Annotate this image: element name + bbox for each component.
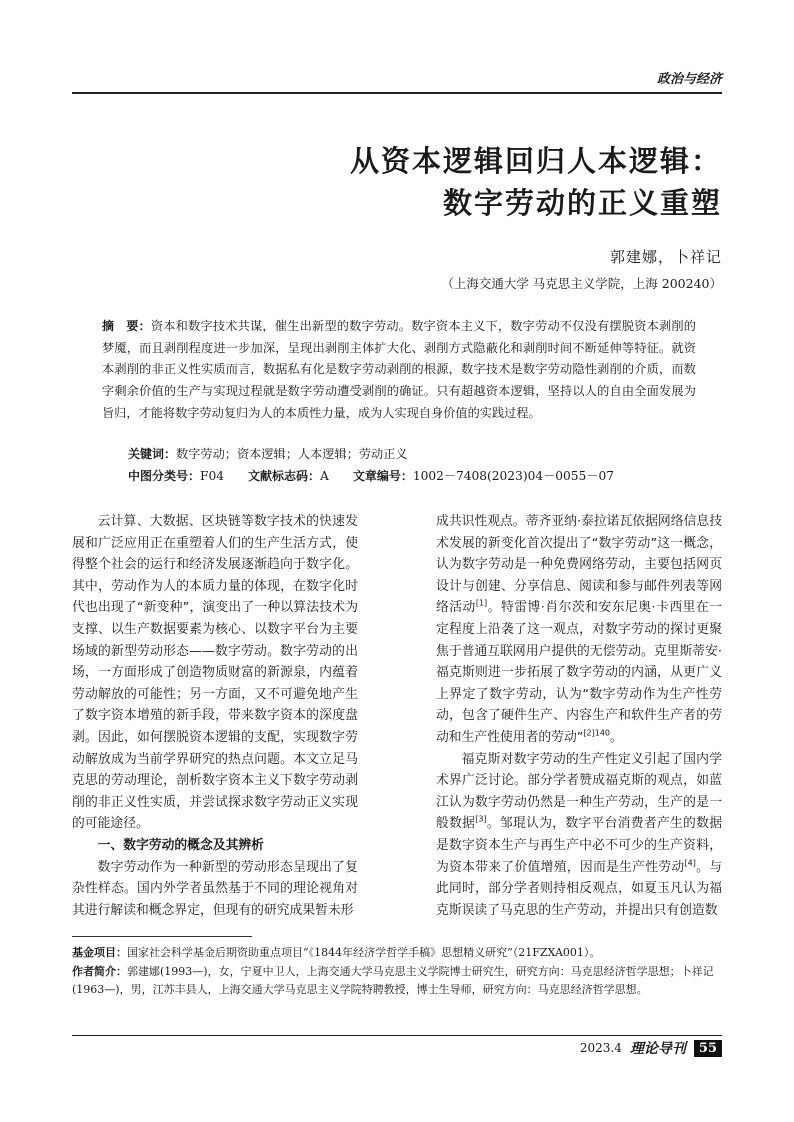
page-number: 55 [694, 1040, 722, 1057]
classification-line [128, 467, 614, 484]
issue-label: 2023.4 [579, 1041, 622, 1055]
bio-text: 郭建娜(1993—)，女，宁夏中卫人，上海交通大学马克思主义学院博士研究生，研究方向：马克思经济哲学思想；卜祥记(1963—)，男，江苏丰县人，上海交通大学马克思主义学院特聘教授，博士生导师，研究方向：马克思经济哲学思想。 [72, 964, 714, 996]
citation: [2]140 [583, 728, 611, 738]
article-id-label: 文章编号： [352, 469, 413, 483]
abstract-text: 资本和数字技术共谋，催生出新型的数字劳动。数字资本主义下，数字劳动不仅没有摆脱资本剥削的梦魇，而且剥削程度进一步加深，呈现出剥削主体扩大化、剥削方式隐蔽化和剥削时间不断延伸等特征。就资本剥削的非正义性实质而言，数据私有化是数字劳动剥削的根源，数字技术是数字劳动隐性剥削的介质，而数字剩余价值的生产与实现过程就是数字劳动遭受剥削的确证。只有超越资本逻辑，坚持以人的自由全面发展为旨归，才能将数字劳动复归为人的本质性力量，成为人实现自身价值的实践过程。 [102, 319, 696, 420]
footer-rule [72, 1035, 722, 1036]
paragraph [436, 511, 722, 749]
text-run: 福克斯对数字劳动的生产性定义引起了国内学术界广泛讨论。部分学者赞成福克斯的观点，如蓝江认为数字劳动仍然是一种生产劳动，生产的是一般数据 [436, 751, 722, 832]
footnote-rule [72, 936, 252, 937]
fund-text: 国家社会科学基金后期资助重点项目“《1844年经济学哲学手稿》思想精义研究”（21FZXA001）。 [127, 946, 601, 959]
page-footer [580, 1038, 722, 1058]
abstract-label: 摘 要： [102, 319, 151, 333]
keywords-label: 关键词： [128, 447, 177, 461]
body-left-column [72, 511, 358, 921]
text-run: 。与此同时，部分学者则持相反观点，如夏玉凡认为福克斯误读了马克思的生产劳动，并提出只有创造数 [436, 859, 723, 918]
journal-name: 理论导刊 [629, 1041, 686, 1057]
article-title [72, 140, 722, 224]
text-run: 。邹琨认为，数字平台消费者产生的数据是数字资本生产与再生产中必不可少的生产资料，为资本带来了价值增殖，因而是生产性劳动 [436, 816, 723, 875]
paragraph: 云计算、大数据、区块链等数字技术的快速发展和广泛应用正在重塑着人们的生产生活方式，使得整个社会的运行和经济发展逐渐趋向于数字化。其中，劳动作为人的本质力量的体现，在数字化时代也出现了“新变种”，演变出了一种以算法技术为支撑、以生产数据要素为核心、以数字平台为主要场域的新型劳动形态——数字劳动。数字劳动的出场，一方面形成了创造物质财富的新源泉，内蕴着劳动解放的可能性；另一方面，又不可避免地产生了数字资本增殖的新手段，带来数字资本的深度盘剥。因此，如何摆脱资本逻辑的支配，实现数字劳动解放成为当前学界研究的热点问题。本文立足马克思的劳动理论，剖析数字资本主义下数字劳动剥削的非正义性实质，并尝试探求数字劳动正义实现的可能途径。 [72, 514, 358, 832]
article-id-value: 1002－7408(2023)04－0055－07 [412, 469, 614, 483]
citation: [3] [475, 815, 487, 825]
text-run: 。特雷博·肖尔茨和安东尼奥·卡西里在一定程度上沿袭了这一观点，对数字劳动的探讨更聚焦于普通互联网用户提供的无偿劳动。克里斯蒂安·福克斯则进一步拓展了数字劳动的内涵，从更广义上界定了数字劳动，认为“数字劳动作为生产性劳动，包含了硬件生产、内容生产和软件生产者的劳动和生产性使用者的劳动” [436, 600, 723, 745]
fund-label: 基金项目： [72, 946, 127, 959]
fund-note [72, 944, 722, 963]
keywords [128, 445, 408, 462]
authors: 郭建娜，卜祥记 [609, 248, 722, 266]
bio-label: 作者简介： [72, 964, 127, 978]
footnotes [72, 944, 722, 1000]
paragraph [436, 749, 722, 922]
doc-code-label: 文献标志码： [247, 469, 320, 483]
section-header: 政治与经济 [656, 72, 722, 87]
body-right-column [436, 511, 722, 921]
title-line-1: 从资本逻辑回归人本逻辑： [349, 144, 722, 178]
citation: [4] [684, 858, 696, 868]
header-rule [72, 92, 722, 94]
doc-code-value: A [320, 469, 329, 483]
paragraph: 数字劳动作为一种新型的劳动形态呈现出了复杂性样态。国内外学者虽然基于不同的理论视角对其进行解读和概念界定，但现有的研究成果暂未形 [72, 859, 358, 918]
citation: [1] [475, 599, 488, 609]
keywords-text: 数字劳动；资本逻辑；人本逻辑；劳动正义 [176, 447, 408, 461]
text-run: 成共识性观点。蒂齐亚纳·泰拉诺瓦依据网络信息技术发展的新变化首次提出了“数字劳动”这一概念，认为数字劳动是一种免费网络劳动，主要包括网页设计与创建、分享信息、阅读和参与邮件列表等网络活动 [436, 514, 722, 616]
title-line-2: 数字劳动的正义重塑 [442, 186, 722, 220]
abstract [102, 316, 696, 425]
clc-label: 中图分类号： [128, 469, 201, 483]
section-heading-1: 一、数字劳动的概念及其辨析 [97, 837, 264, 853]
text-run: 。 [610, 729, 623, 745]
clc-value: F04 [200, 469, 224, 483]
affiliation: （上海交通大学 马克思主义学院，上海 200240） [441, 276, 722, 291]
author-bio-note [72, 963, 722, 1000]
